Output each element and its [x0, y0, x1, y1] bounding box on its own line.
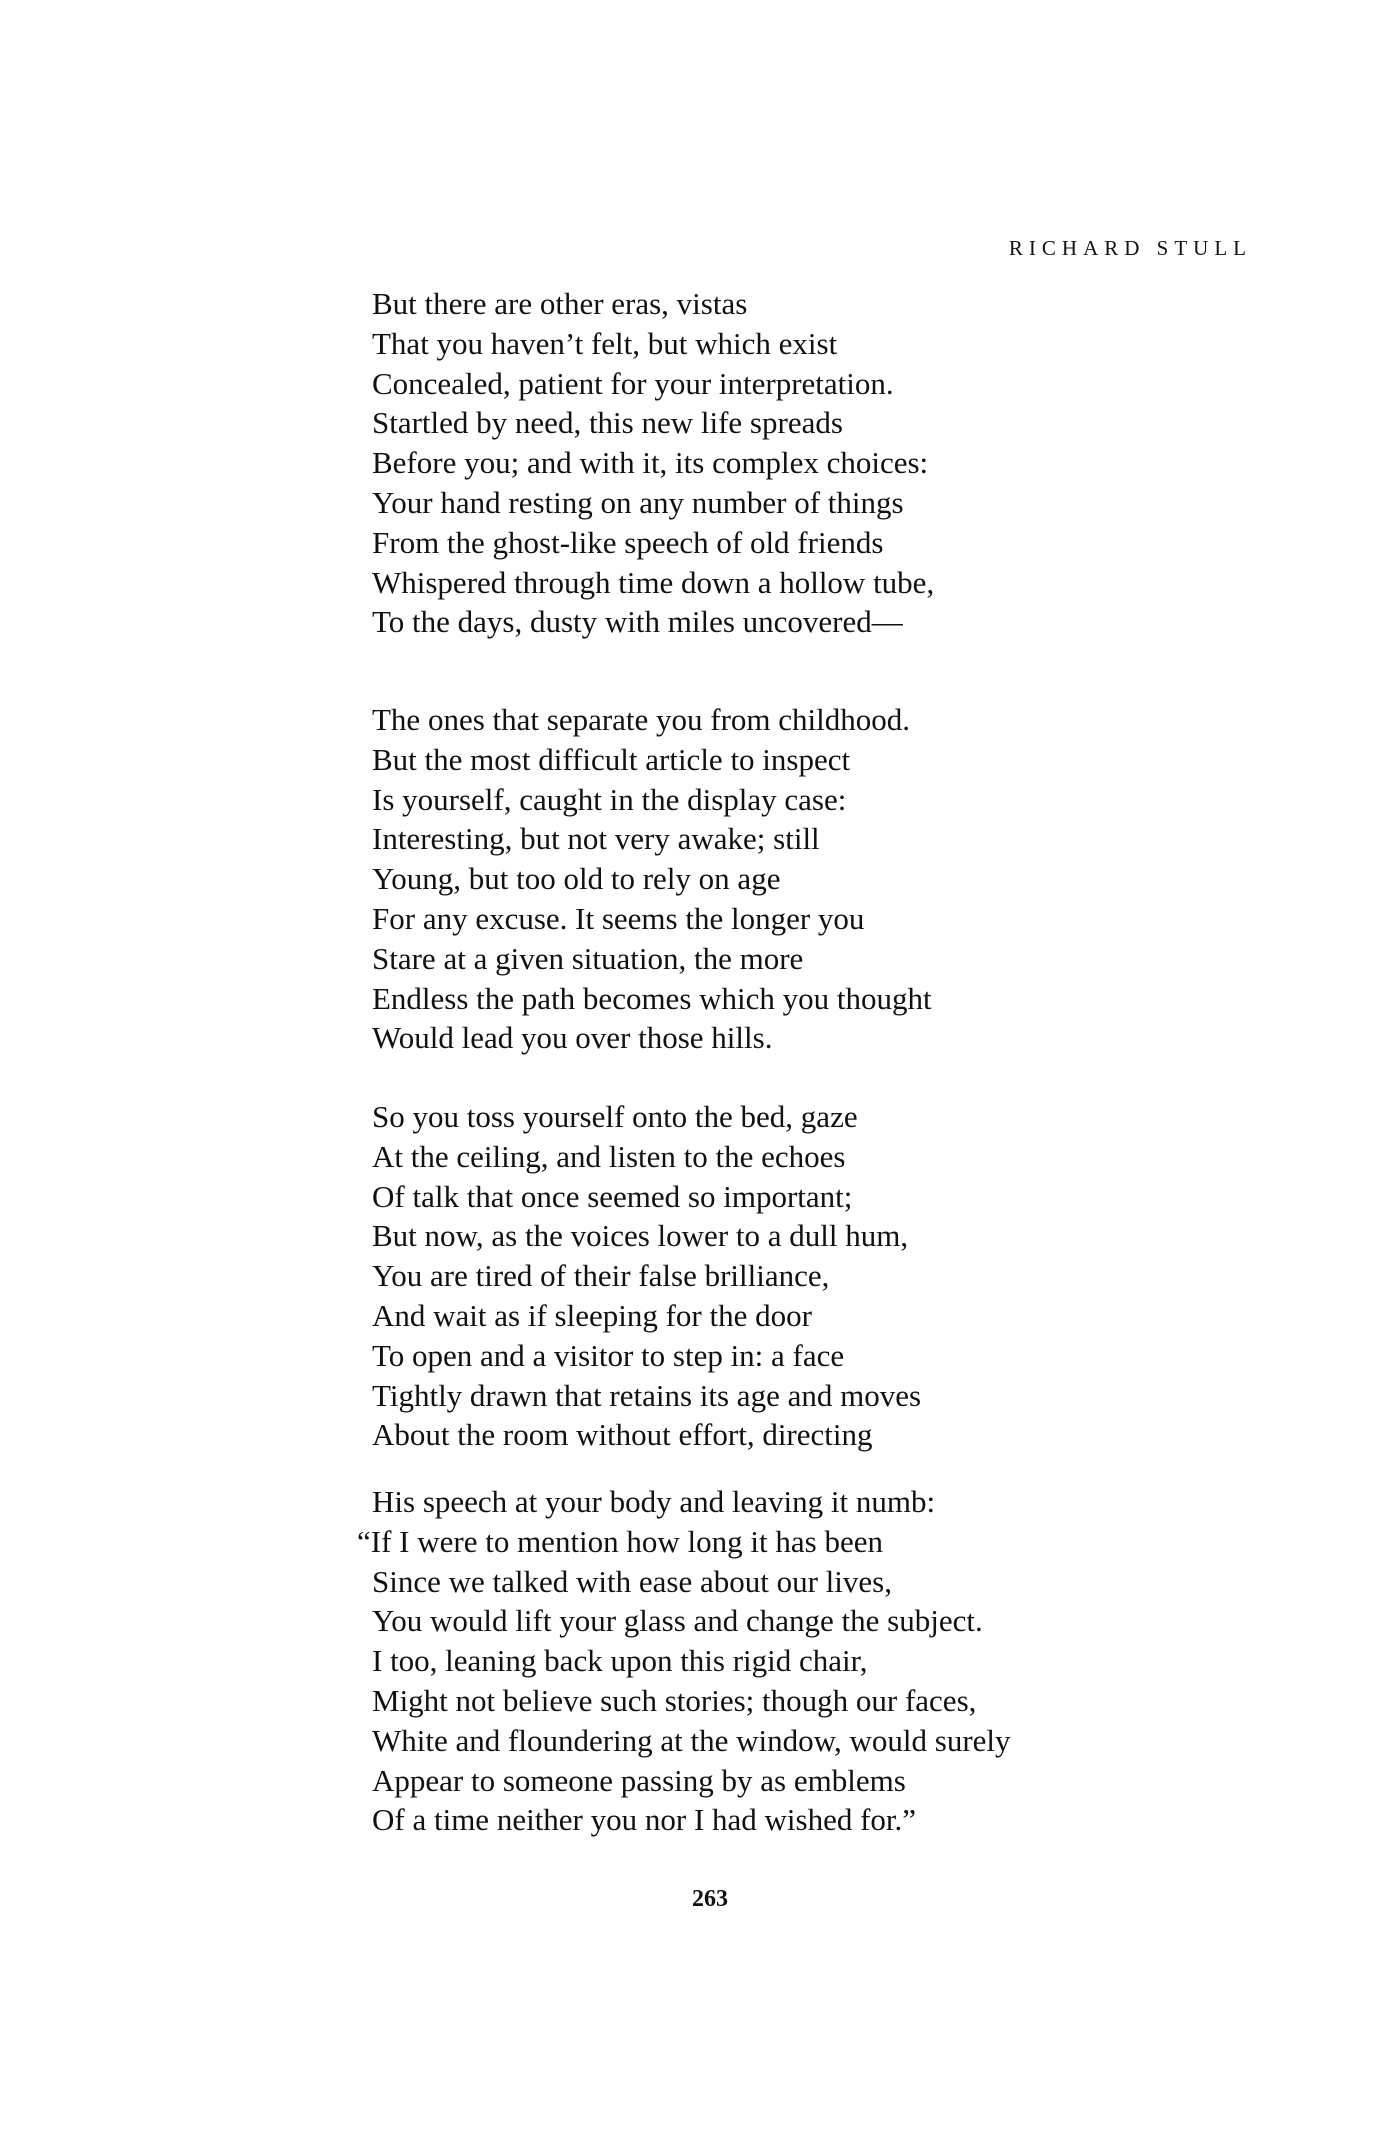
poem-line: Would lead you over those hills.	[372, 1020, 773, 1056]
poem-line: Your hand resting on any number of things	[372, 484, 904, 520]
poem-line-quote-open: “If I were to mention how long it has been	[357, 1523, 883, 1559]
poem-line: His speech at your body and leaving it numb:	[372, 1484, 936, 1519]
poem-line: Might not believe such stories; though our faces,	[372, 1682, 977, 1718]
running-header-author: RICHARD STULL	[1008, 236, 1252, 260]
poem-line: From the ghost-like speech of old friends	[372, 524, 884, 560]
poem-line: So you toss yourself onto the bed, gaze	[372, 1099, 858, 1134]
poem-line: Concealed, patient for your interpretation.	[372, 365, 894, 401]
stanza-3	[372, 1097, 921, 1455]
poem-line: You are tired of their false brilliance,	[372, 1258, 830, 1294]
poem-line: Endless the path becomes which you thought	[372, 980, 932, 1016]
poem-line: For any excuse. It seems the longer you	[372, 900, 865, 936]
poem-line: Whispered through time down a hollow tube,	[372, 564, 935, 600]
poem-line: At the ceiling, and listen to the echoes	[372, 1138, 846, 1174]
page-number: 263	[692, 1886, 728, 1912]
poem-line: Before you; and with it, its complex choices:	[372, 445, 929, 481]
poem-line: I too, leaning back upon this rigid chair,	[372, 1643, 868, 1679]
poem-line: Tightly drawn that retains its age and moves	[372, 1377, 922, 1413]
poem-line: Of a time neither you nor I had wished for.”	[372, 1802, 917, 1838]
poem-line: Interesting, but not very awake; still	[372, 821, 820, 857]
poem-line: Appear to someone passing by as emblems	[372, 1762, 906, 1798]
poem-line: Stare at a given situation, the more	[372, 940, 804, 976]
poem-line: Is yourself, caught in the display case:	[372, 781, 847, 817]
poem-line: Of talk that once seemed so important;	[372, 1178, 853, 1214]
poem-line: That you haven’t felt, but which exist	[372, 325, 838, 361]
poem-line: But the most difficult article to inspect	[372, 741, 851, 777]
stanza-1	[372, 284, 934, 642]
poem-line: And wait as if sleeping for the door	[372, 1297, 812, 1333]
stanza-4	[357, 1482, 1011, 1840]
poem-line: Since we talked with ease about our lives,	[372, 1563, 892, 1599]
poem-line: You would lift your glass and change the subject.	[372, 1603, 983, 1639]
poem-line: But there are other eras, vistas	[372, 286, 748, 321]
poem-line: To the days, dusty with miles uncovered—	[372, 604, 903, 640]
poem-line: Startled by need, this new life spreads	[372, 405, 843, 441]
poem-line: The ones that separate you from childhood.	[372, 702, 911, 737]
poem-line: To open and a visitor to step in: a face	[372, 1337, 845, 1373]
poem-line: Young, but too old to rely on age	[372, 861, 781, 897]
poem-line: About the room without effort, directing	[372, 1417, 873, 1453]
stanza-2	[372, 700, 932, 1058]
poem-line: White and floundering at the window, would surely	[372, 1722, 1011, 1758]
poem-line: But now, as the voices lower to a dull hum,	[372, 1218, 909, 1254]
